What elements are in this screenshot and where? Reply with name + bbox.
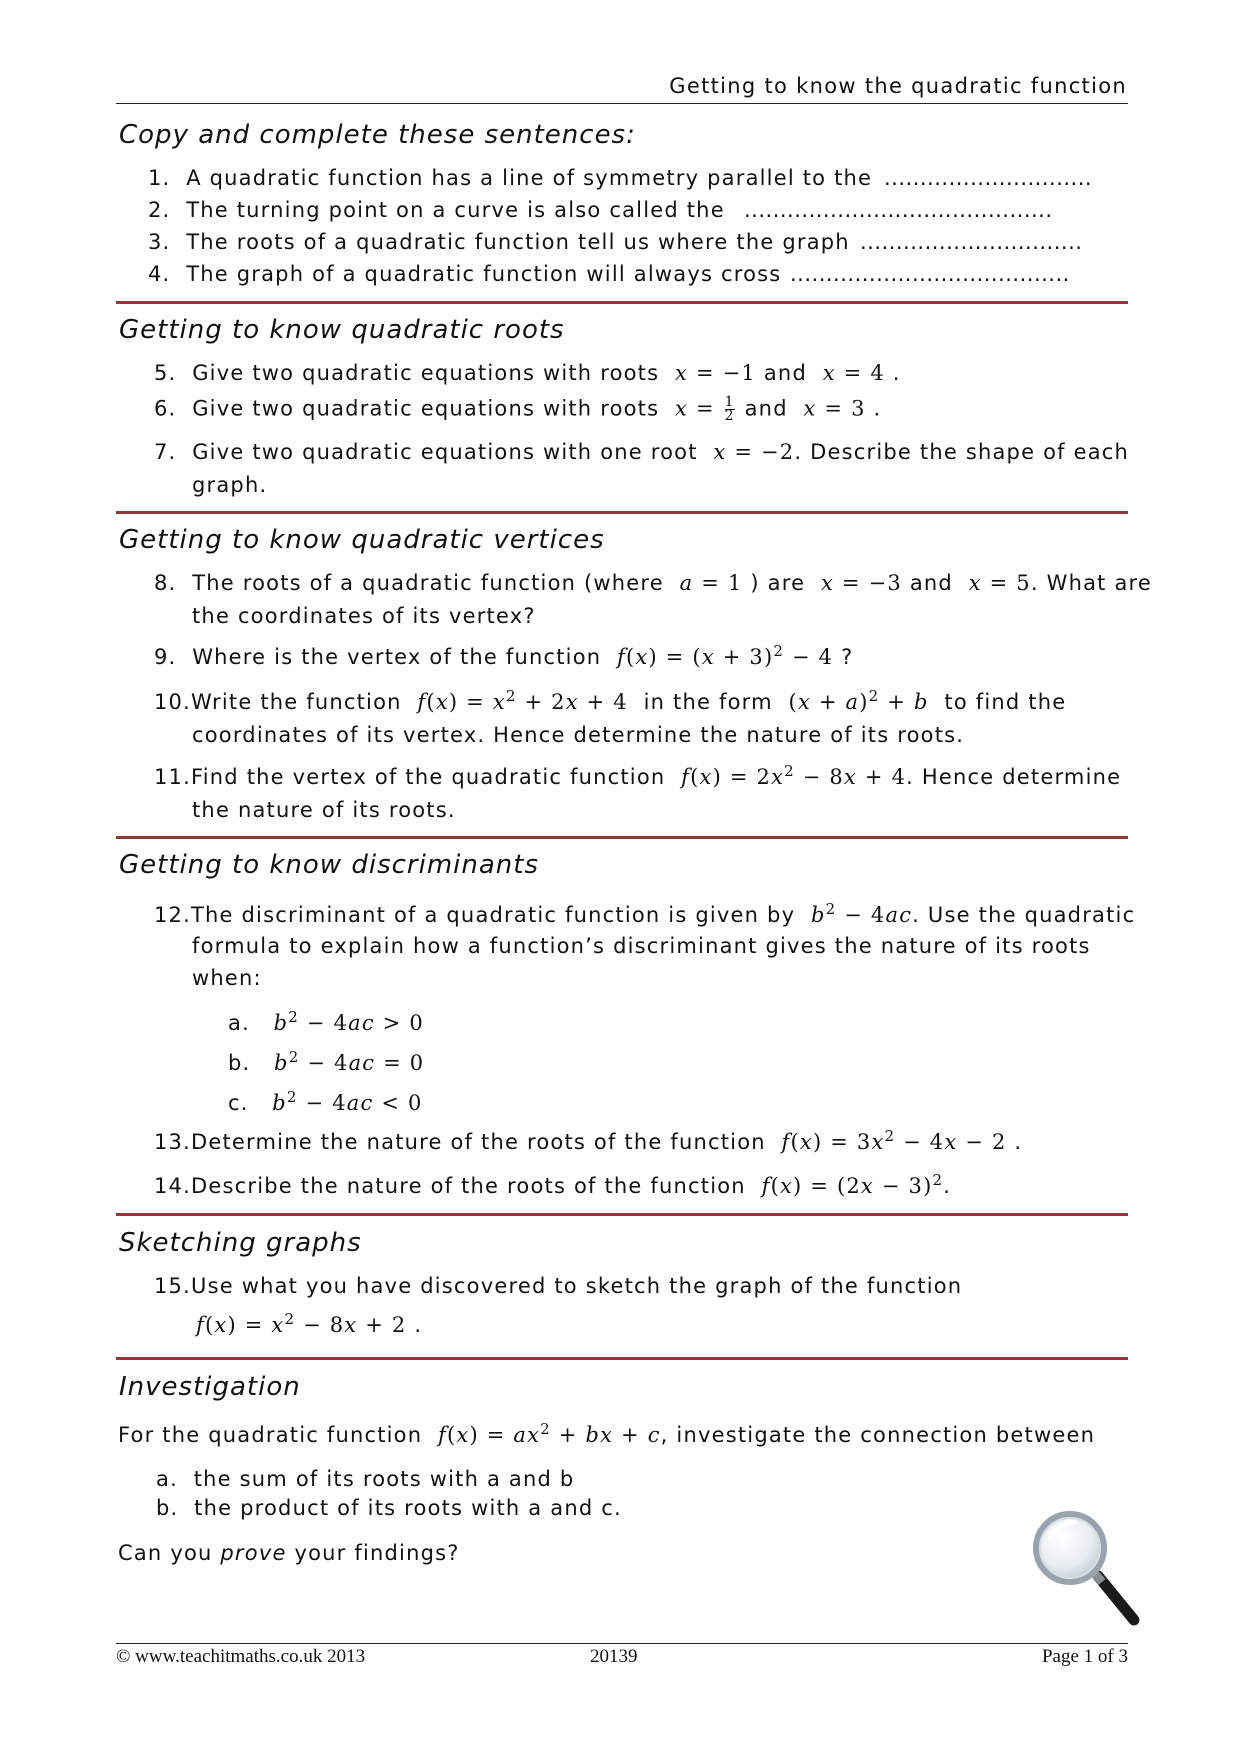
question-11-cont: the nature of its roots. xyxy=(192,798,456,822)
item-number: 5. xyxy=(154,361,177,385)
question-text: and xyxy=(744,396,788,421)
section-rule xyxy=(116,1357,1128,1360)
section-heading-roots: Getting to know quadratic roots xyxy=(119,315,565,345)
footer-code: 20139 xyxy=(590,1646,638,1667)
item-letter: a. xyxy=(228,1011,250,1035)
question-text: Give two quadratic equations with one root xyxy=(192,440,698,464)
item-number: 15. xyxy=(154,1274,191,1298)
question-text: in the form xyxy=(643,690,773,714)
footer-page-number: Page 1 of 3 xyxy=(1041,1646,1128,1667)
intro-text: , investigate the connection between xyxy=(660,1423,1096,1447)
page-title: Getting to know the quadratic function xyxy=(669,74,1127,98)
question-15-cont: $f(x) = x^2 - 8x + 2$ . xyxy=(196,1310,423,1337)
footer-copyright: © www.teachitmaths.co.uk 2013 xyxy=(116,1646,366,1667)
intro-text: For the quadratic function xyxy=(118,1423,423,1447)
prompt-emphasis: prove xyxy=(220,1541,287,1565)
sentence-text: The graph of a quadratic function will always cross xyxy=(186,262,782,286)
question-text: and xyxy=(909,571,953,595)
item-letter: b. xyxy=(228,1051,251,1075)
question-text: . Describe the shape of each xyxy=(794,440,1130,464)
item-number: 7. xyxy=(154,440,177,464)
question-text: Use what you have discovered to sketch the graph of the function xyxy=(191,1274,963,1298)
section-heading-sentences: Copy and complete these sentences: xyxy=(119,120,636,150)
question-12: 12.The discriminant of a quadratic function is given by $b^2 - 4ac$. Use the quadratic xyxy=(154,900,1136,927)
question-14: 14.Describe the nature of the roots of the function $f(x) = (2x - 3)^2$. xyxy=(154,1171,952,1198)
question-text: Find the vertex of the quadratic function xyxy=(191,765,666,789)
section-heading-vertices: Getting to know quadratic vertices xyxy=(119,525,605,555)
section-heading-sketching: Sketching graphs xyxy=(119,1228,362,1258)
question-6: 6. Give two quadratic equations with roots x = $\frac{1}{2}$ and x = 3 . xyxy=(154,394,882,424)
sub-item-c: c. $b^2 - 4ac < 0$ xyxy=(228,1088,423,1115)
question-8-cont: the coordinates of its vertex? xyxy=(192,604,536,628)
question-12-cont: when: xyxy=(192,966,262,990)
item-number: 2. xyxy=(148,198,171,222)
prove-prompt xyxy=(118,1541,460,1565)
question-text: ) are xyxy=(750,571,806,595)
sentence-text: The roots of a quadratic function tell us where the graph xyxy=(186,230,850,254)
prompt-text: your findings? xyxy=(294,1541,460,1565)
blank-dots: ........................................... xyxy=(744,198,1053,222)
question-13: 13.Determine the nature of the roots of the function $f(x) = 3x^2 - 4x - 2$ . xyxy=(154,1127,1023,1154)
sub-item-a: a. $b^2 - 4ac > 0$ xyxy=(228,1008,424,1035)
question-text: Determine the nature of the roots of the function xyxy=(191,1130,766,1154)
item-letter: a. xyxy=(156,1467,178,1491)
question-text: and xyxy=(763,361,807,385)
item-number: 1. xyxy=(148,166,171,190)
footer-rule xyxy=(116,1643,1128,1644)
question-7-cont: graph. xyxy=(192,473,268,497)
item-number: 14. xyxy=(154,1174,191,1198)
sentence-text: A quadratic function has a line of symmetry parallel to the xyxy=(186,166,873,190)
question-text: . xyxy=(943,1174,952,1198)
question-text: The discriminant of a quadratic function is given by xyxy=(191,903,796,927)
question-text: . xyxy=(1014,1130,1023,1154)
question-10: 10.Write the function $f(x) = x^2 + 2x + 4$ in the form $(x + a)^2 + b$ to find the xyxy=(154,687,1067,714)
item-number: 13. xyxy=(154,1130,191,1154)
question-12-cont: formula to explain how a function’s discriminant gives the nature of its roots xyxy=(192,934,1091,958)
item-text: the sum of its roots with a and b xyxy=(193,1467,575,1491)
section-rule xyxy=(116,511,1128,514)
question-text: . xyxy=(873,396,882,421)
question-9: 9. Where is the vertex of the function $f(x) = (x + 3)^2 - 4$ ? xyxy=(154,642,854,669)
sub-item-b: b. $b^2 - 4ac = 0$ xyxy=(228,1048,425,1075)
item-number: 12. xyxy=(154,903,191,927)
section-rule xyxy=(116,836,1128,839)
magnifying-glass-icon xyxy=(1030,1508,1140,1628)
item-number: 4. xyxy=(148,262,171,286)
sentence-1 xyxy=(148,166,872,190)
investigation-item-a xyxy=(156,1467,574,1491)
question-5: 5. Give two quadratic equations with roots x = −1 and x = 4 . xyxy=(154,361,901,385)
item-number: 8. xyxy=(154,571,177,595)
question-8: 8. The roots of a quadratic function (where a = 1 ) are x = −3 and x = 5. What are xyxy=(154,571,1153,595)
sentence-text: The turning point on a curve is also called the xyxy=(186,198,725,222)
section-rule xyxy=(116,1213,1128,1216)
question-text: . What are xyxy=(1030,571,1153,595)
section-heading-discriminants: Getting to know discriminants xyxy=(119,850,540,880)
section-rule xyxy=(116,301,1128,304)
section-heading-investigation: Investigation xyxy=(119,1372,301,1402)
question-text: Describe the nature of the roots of the function xyxy=(191,1174,746,1198)
item-number: 6. xyxy=(154,396,177,421)
question-text: . Use the quadratic xyxy=(912,903,1136,927)
item-number: 10. xyxy=(154,690,191,714)
item-letter: b. xyxy=(156,1496,179,1520)
header-rule xyxy=(116,103,1128,104)
item-letter: c. xyxy=(228,1091,249,1115)
sentence-4 xyxy=(148,262,781,286)
question-text: Write the function xyxy=(191,690,402,714)
blank-dots: ............................... xyxy=(860,230,1083,254)
item-text: the product of its roots with a and c. xyxy=(194,1496,622,1520)
blank-dots: ............................. xyxy=(884,166,1093,190)
item-number: 9. xyxy=(154,645,177,669)
question-text: . xyxy=(414,1313,423,1337)
investigation-intro: For the quadratic function $f(x) = ax^2$ + bx + c, investigate the connection between xyxy=(118,1420,1096,1447)
sentence-3 xyxy=(148,230,850,254)
question-text: to find the xyxy=(944,690,1067,714)
question-15 xyxy=(154,1274,962,1298)
item-number: 3. xyxy=(148,230,171,254)
question-text: The roots of a quadratic function (where xyxy=(192,571,664,595)
blank-dots: ....................................... xyxy=(790,262,1070,286)
question-11: 11.Find the vertex of the quadratic function $f(x) = 2x^2 - 8x + 4$. Hence determine xyxy=(154,762,1122,789)
question-text: . Hence determine xyxy=(906,765,1122,789)
question-text: Where is the vertex of the function xyxy=(192,645,602,669)
question-7: 7. Give two quadratic equations with one root x = −2. Describe the shape of each xyxy=(154,440,1130,464)
question-text: Give two quadratic equations with roots xyxy=(192,396,660,421)
prompt-text: Can you xyxy=(118,1541,213,1565)
sentence-2 xyxy=(148,198,725,222)
question-10-cont: coordinates of its vertex. Hence determine the nature of its roots. xyxy=(192,723,965,747)
question-text: Give two quadratic equations with roots xyxy=(192,361,660,385)
investigation-item-b xyxy=(156,1496,622,1520)
question-text: . xyxy=(892,361,901,385)
question-text: ? xyxy=(841,645,854,669)
item-number: 11. xyxy=(154,765,191,789)
